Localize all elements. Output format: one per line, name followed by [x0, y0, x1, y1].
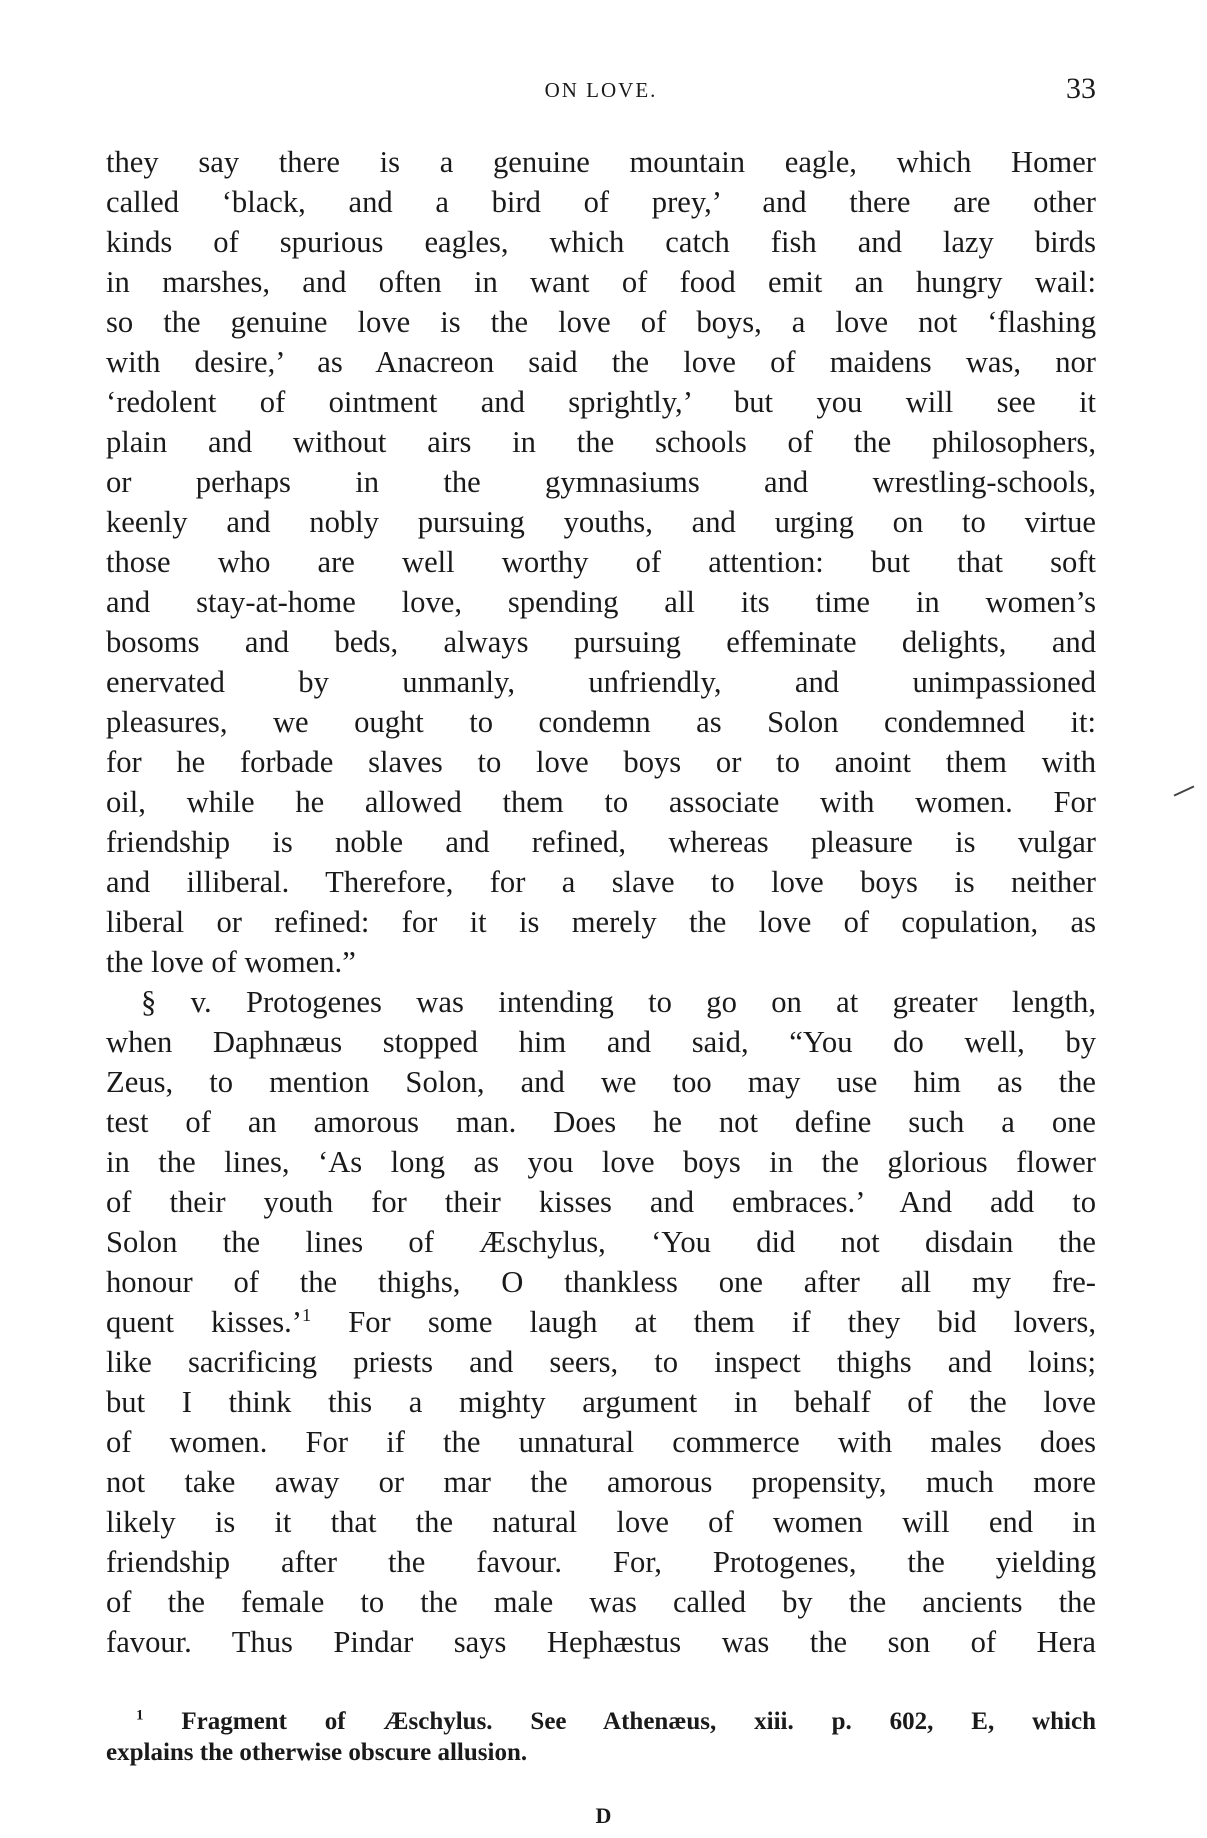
text-line: but I think this a mighty argument in behalf of the love [106, 1385, 1096, 1419]
text-line: those who are well worthy of attention: but that soft [106, 545, 1096, 579]
text-line: like sacrificing priests and seers, to inspect thighs and loins; [106, 1345, 1096, 1379]
text-line: test of an amorous man. Does he not define such a one [106, 1105, 1096, 1139]
text-line: friendship is noble and refined, whereas pleasure is vulgar [106, 825, 1096, 859]
footnote-marker: 1 [136, 1707, 144, 1724]
text-line: pleasures, we ought to condemn as Solon condemned it: [106, 705, 1096, 739]
text-line: plain and without airs in the schools of the philosophers, [106, 425, 1096, 459]
running-title: ON LOVE. [544, 78, 658, 102]
text-line: of the female to the male was called by the ancients the [106, 1585, 1096, 1619]
running-head [106, 72, 1096, 112]
text-line: in marshes, and often in want of food emit an hungry wail: [106, 265, 1096, 299]
text-line: enervated by unmanly, unfriendly, and unimpassioned [106, 665, 1096, 699]
text-line: for he forbade slaves to love boys or to anoint them with [106, 745, 1096, 779]
text-line: ‘redolent of ointment and sprightly,’ but you will see it [106, 385, 1096, 419]
footnote-reference[interactable]: 1 [301, 1304, 312, 1325]
text-line: in the lines, ‘As long as you love boys in the glorious flower [106, 1145, 1096, 1179]
text-line: liberal or refined: for it is merely the love of copulation, as [106, 905, 1096, 939]
text-line: bosoms and beds, always pursuing effeminate delights, and [106, 625, 1096, 659]
signature-mark: D [595, 1803, 612, 1828]
text-line: honour of the thighs, O thankless one after all my fre- [106, 1265, 1096, 1299]
text-line: with desire,’ as Anacreon said the love of maidens was, nor [106, 345, 1096, 379]
margin-pencil-mark [1174, 785, 1195, 796]
text-line: Zeus, to mention Solon, and we too may use him as the [106, 1065, 1096, 1099]
text-line: oil, while he allowed them to associate with women. For [106, 785, 1096, 819]
text-line: not take away or mar the amorous propensity, much more [106, 1465, 1096, 1499]
text-segment: For some laugh at them if they bid lovers, [311, 1305, 1096, 1339]
text-line: when Daphnæus stopped him and said, “You do well, by [106, 1025, 1096, 1059]
footnote-line [106, 1706, 1096, 1737]
section-start-line: § v. Protogenes was intending to go on at greater length, [141, 985, 1096, 1019]
text-line: kinds of spurious eagles, which catch fish and lazy birds [106, 225, 1096, 259]
footnote-line: explains the otherwise obscure allusion. [106, 1739, 528, 1766]
text-line: of their youth for their kisses and embraces.’ And add to [106, 1185, 1096, 1219]
text-line: and stay-at-home love, spending all its time in women’s [106, 585, 1096, 619]
text-segment: quent kisses.’ [106, 1305, 302, 1339]
text-line: friendship after the favour. For, Protogenes, the yielding [106, 1545, 1096, 1579]
text-line: they say there is a genuine mountain eagle, which Homer [106, 145, 1096, 179]
page-number: 33 [1066, 72, 1096, 105]
text-line: likely is it that the natural love of women will end in [106, 1505, 1096, 1539]
text-line: keenly and nobly pursuing youths, and urging on to virtue [106, 505, 1096, 539]
body-text [106, 142, 1096, 1662]
text-line: and illiberal. Therefore, for a slave to love boys is neither [106, 865, 1096, 899]
footnote [106, 1706, 1096, 1768]
text-line: favour. Thus Pindar says Hephæstus was the son of Hera [106, 1625, 1096, 1659]
text-line: of women. For if the unnatural commerce with males does [106, 1425, 1096, 1459]
text-line-with-footnote [106, 1302, 1096, 1342]
text-line: Solon the lines of Æschylus, ‘You did not disdain the [106, 1225, 1096, 1259]
text-line: called ‘black, and a bird of prey,’ and there are other [106, 185, 1096, 219]
footnote-text: Fragment of Æschylus. See Athenæus, xiii. p. 602, E, which [143, 1708, 1096, 1735]
text-line: or perhaps in the gymnasiums and wrestling-schools, [106, 465, 1096, 499]
text-line: the love of women.” [106, 945, 356, 979]
text-line: so the genuine love is the love of boys, a love not ‘flashing [106, 305, 1096, 339]
